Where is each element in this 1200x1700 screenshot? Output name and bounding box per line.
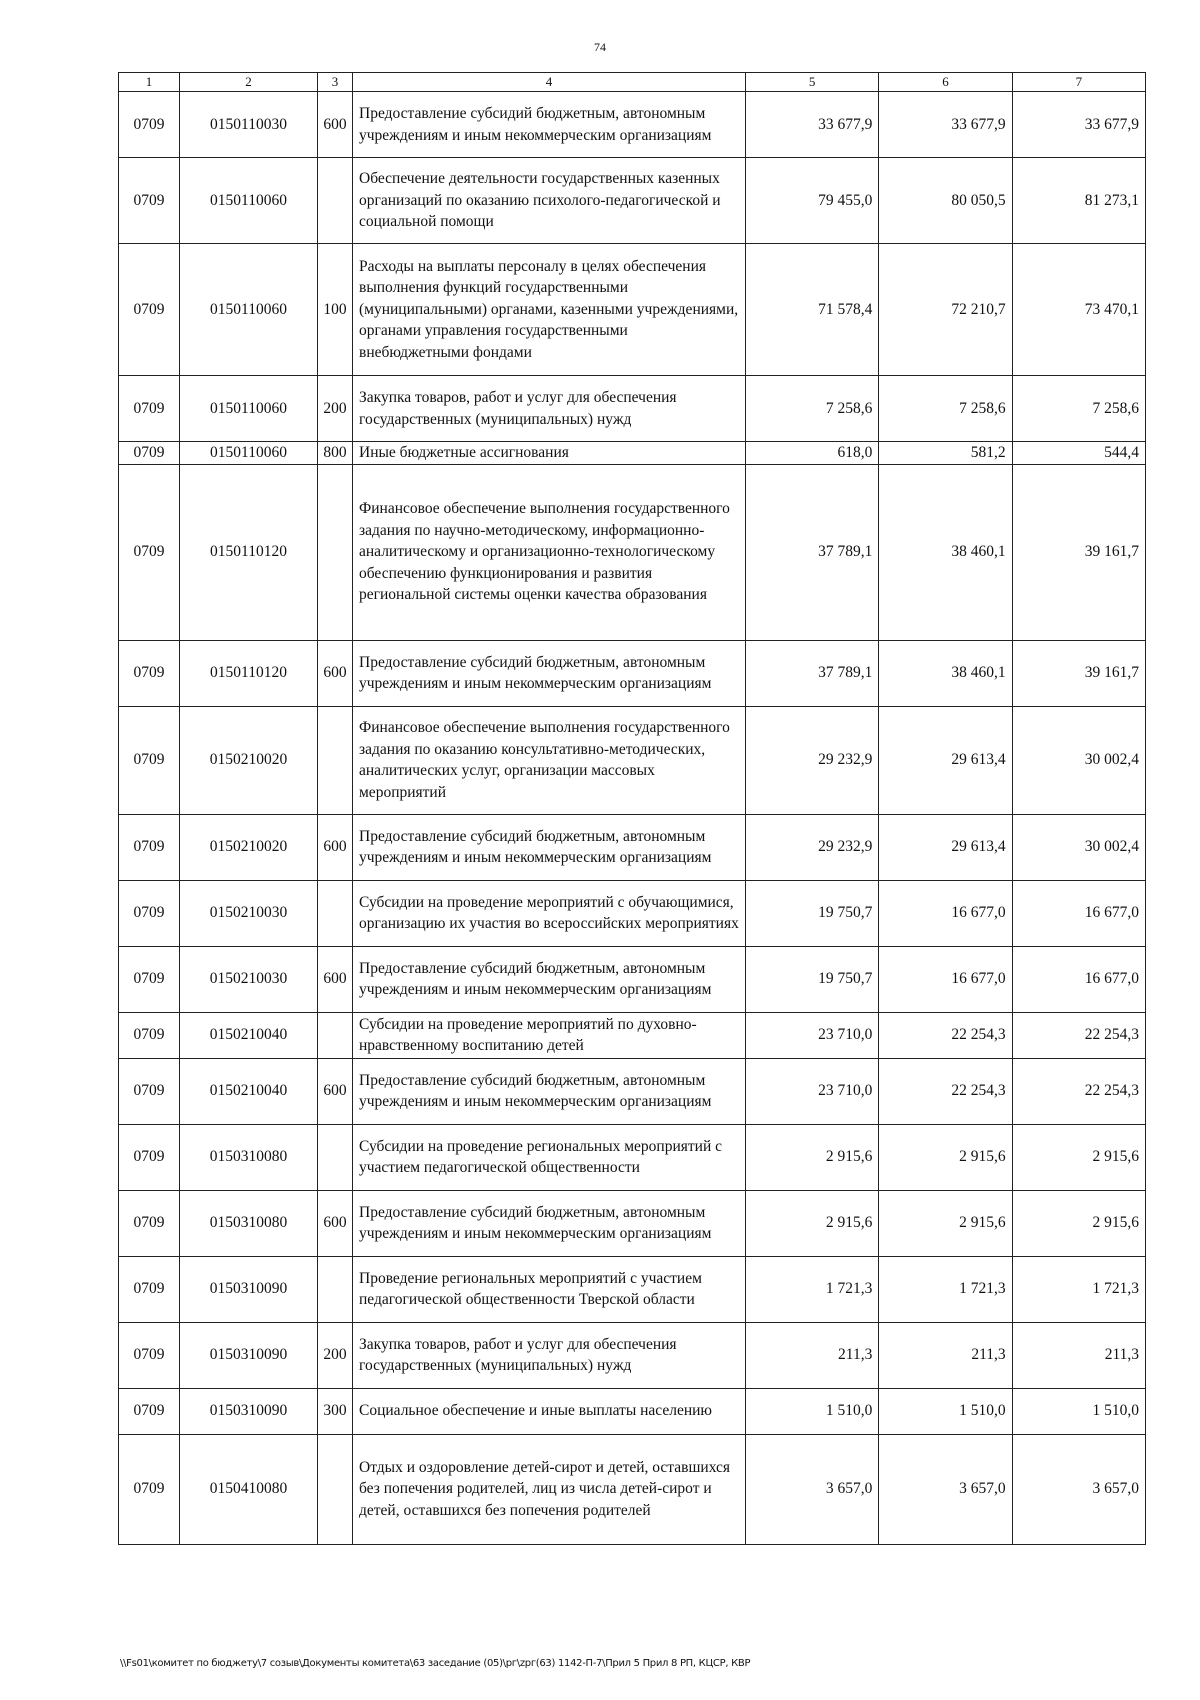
amount-col5-cell: 2 915,6 <box>746 1190 879 1256</box>
expense-type-cell: 600 <box>318 814 353 880</box>
description-cell: Субсидии на проведение мероприятий с обучающимися, организацию их участия во всероссийских мероприятиях <box>353 880 746 946</box>
section-code-cell: 0709 <box>119 1124 180 1190</box>
description-cell: Субсидии на проведение мероприятий по духовно-нравственному воспитанию детей <box>353 1012 746 1058</box>
target-article-cell: 0150210030 <box>180 880 318 946</box>
amount-col6-cell: 72 210,7 <box>879 244 1012 376</box>
table-row <box>119 244 1146 376</box>
section-code-cell: 0709 <box>119 1190 180 1256</box>
amount-col7-cell: 1 510,0 <box>1012 1388 1145 1434</box>
amount-col6-cell: 22 254,3 <box>879 1012 1012 1058</box>
amount-col5-cell: 1 510,0 <box>746 1388 879 1434</box>
amount-col5-cell: 79 455,0 <box>746 158 879 244</box>
target-article-cell: 0150110030 <box>180 92 318 158</box>
table-row <box>119 1012 1146 1058</box>
amount-col7-cell: 2 915,6 <box>1012 1190 1145 1256</box>
section-code-cell: 0709 <box>119 1322 180 1388</box>
target-article-cell: 0150310090 <box>180 1388 318 1434</box>
amount-col6-cell: 581,2 <box>879 442 1012 465</box>
amount-col7-cell: 211,3 <box>1012 1322 1145 1388</box>
page-number: 74 <box>594 40 606 54</box>
header-col-3: 3 <box>318 73 353 92</box>
amount-col5-cell: 37 789,1 <box>746 464 879 640</box>
table-row <box>119 1322 1146 1388</box>
amount-col5-cell: 3 657,0 <box>746 1434 879 1544</box>
section-code-cell: 0709 <box>119 814 180 880</box>
description-cell: Социальное обеспечение и иные выплаты населению <box>353 1388 746 1434</box>
description-cell: Субсидии на проведение региональных мероприятий с участием педагогической общественности <box>353 1124 746 1190</box>
table-row <box>119 1190 1146 1256</box>
description-cell: Иные бюджетные ассигнования <box>353 442 746 465</box>
expense-type-cell <box>318 1012 353 1058</box>
description-cell: Закупка товаров, работ и услуг для обеспечения государственных (муниципальных) нужд <box>353 1322 746 1388</box>
expense-type-cell: 600 <box>318 946 353 1012</box>
table-row <box>119 814 1146 880</box>
description-cell: Отдых и оздоровление детей-сирот и детей, оставшихся без попечения родителей, лиц из числа детей-сирот и детей, оставшихся без попечения родителей <box>353 1434 746 1544</box>
section-code-cell: 0709 <box>119 706 180 814</box>
amount-col5-cell: 2 915,6 <box>746 1124 879 1190</box>
target-article-cell: 0150110060 <box>180 376 318 442</box>
amount-col5-cell: 23 710,0 <box>746 1012 879 1058</box>
section-code-cell: 0709 <box>119 464 180 640</box>
amount-col6-cell: 7 258,6 <box>879 376 1012 442</box>
amount-col6-cell: 2 915,6 <box>879 1190 1012 1256</box>
table-row <box>119 442 1146 465</box>
table-row <box>119 1058 1146 1124</box>
target-article-cell: 0150210020 <box>180 814 318 880</box>
amount-col7-cell: 22 254,3 <box>1012 1058 1145 1124</box>
budget-table <box>118 72 1146 1545</box>
table-row <box>119 158 1146 244</box>
amount-col5-cell: 211,3 <box>746 1322 879 1388</box>
section-code-cell: 0709 <box>119 946 180 1012</box>
target-article-cell: 0150110060 <box>180 442 318 465</box>
amount-col5-cell: 23 710,0 <box>746 1058 879 1124</box>
target-article-cell: 0150110120 <box>180 640 318 706</box>
amount-col6-cell: 16 677,0 <box>879 880 1012 946</box>
description-cell: Предоставление субсидий бюджетным, автономным учреждениям и иным некоммерческим организациям <box>353 1190 746 1256</box>
section-code-cell: 0709 <box>119 1434 180 1544</box>
target-article-cell: 0150210040 <box>180 1012 318 1058</box>
table-row <box>119 1256 1146 1322</box>
amount-col6-cell: 38 460,1 <box>879 464 1012 640</box>
table-row <box>119 946 1146 1012</box>
target-article-cell: 0150310080 <box>180 1190 318 1256</box>
amount-col7-cell: 73 470,1 <box>1012 244 1145 376</box>
amount-col6-cell: 16 677,0 <box>879 946 1012 1012</box>
amount-col5-cell: 33 677,9 <box>746 92 879 158</box>
section-code-cell: 0709 <box>119 1058 180 1124</box>
amount-col6-cell: 2 915,6 <box>879 1124 1012 1190</box>
section-code-cell: 0709 <box>119 1012 180 1058</box>
footer-file-path: \\Fs01\комитет по бюджету\7 созыв\Документы комитета\63 заседание (05)\рг\zрг(63) 1142-П-7\Прил 5 Прил 8 РП, КЦСР, КВР <box>120 1658 751 1669</box>
amount-col6-cell: 211,3 <box>879 1322 1012 1388</box>
table-row <box>119 880 1146 946</box>
description-cell: Предоставление субсидий бюджетным, автономным учреждениям и иным некоммерческим организациям <box>353 640 746 706</box>
amount-col7-cell: 16 677,0 <box>1012 946 1145 1012</box>
expense-type-cell <box>318 1434 353 1544</box>
amount-col7-cell: 33 677,9 <box>1012 92 1145 158</box>
description-cell: Закупка товаров, работ и услуг для обеспечения государственных (муниципальных) нужд <box>353 376 746 442</box>
section-code-cell: 0709 <box>119 244 180 376</box>
amount-col7-cell: 22 254,3 <box>1012 1012 1145 1058</box>
section-code-cell: 0709 <box>119 92 180 158</box>
amount-col5-cell: 19 750,7 <box>746 880 879 946</box>
section-code-cell: 0709 <box>119 880 180 946</box>
amount-col7-cell: 30 002,4 <box>1012 814 1145 880</box>
description-cell: Предоставление субсидий бюджетным, автономным учреждениям и иным некоммерческим организациям <box>353 814 746 880</box>
amount-col6-cell: 29 613,4 <box>879 814 1012 880</box>
header-col-4: 4 <box>353 73 746 92</box>
table-row <box>119 1124 1146 1190</box>
amount-col6-cell: 38 460,1 <box>879 640 1012 706</box>
description-cell: Предоставление субсидий бюджетным, автономным учреждениям и иным некоммерческим организациям <box>353 1058 746 1124</box>
description-cell: Обеспечение деятельности государственных казенных организаций по оказанию психолого-педагогической и социальной помощи <box>353 158 746 244</box>
expense-type-cell: 600 <box>318 92 353 158</box>
target-article-cell: 0150310080 <box>180 1124 318 1190</box>
amount-col7-cell: 39 161,7 <box>1012 464 1145 640</box>
table-row <box>119 1434 1146 1544</box>
amount-col6-cell: 33 677,9 <box>879 92 1012 158</box>
amount-col7-cell: 81 273,1 <box>1012 158 1145 244</box>
expense-type-cell <box>318 706 353 814</box>
amount-col7-cell: 2 915,6 <box>1012 1124 1145 1190</box>
description-cell: Финансовое обеспечение выполнения государственного задания по научно-методическому, информационно-аналитическому и организационно-технологическому обеспечению функционирования и развития региональной системы оценки качества образования <box>353 464 746 640</box>
amount-col6-cell: 22 254,3 <box>879 1058 1012 1124</box>
expense-type-cell <box>318 1124 353 1190</box>
table-row <box>119 706 1146 814</box>
amount-col6-cell: 1 721,3 <box>879 1256 1012 1322</box>
amount-col7-cell: 7 258,6 <box>1012 376 1145 442</box>
expense-type-cell: 200 <box>318 1322 353 1388</box>
header-col-5: 5 <box>746 73 879 92</box>
expense-type-cell <box>318 1256 353 1322</box>
section-code-cell: 0709 <box>119 442 180 465</box>
expense-type-cell: 200 <box>318 376 353 442</box>
table-header-row <box>119 73 1146 92</box>
amount-col7-cell: 30 002,4 <box>1012 706 1145 814</box>
amount-col5-cell: 71 578,4 <box>746 244 879 376</box>
amount-col5-cell: 37 789,1 <box>746 640 879 706</box>
header-col-7: 7 <box>1012 73 1145 92</box>
target-article-cell: 0150110060 <box>180 244 318 376</box>
amount-col5-cell: 1 721,3 <box>746 1256 879 1322</box>
description-cell: Предоставление субсидий бюджетным, автономным учреждениям и иным некоммерческим организациям <box>353 946 746 1012</box>
amount-col5-cell: 7 258,6 <box>746 376 879 442</box>
amount-col7-cell: 3 657,0 <box>1012 1434 1145 1544</box>
expense-type-cell <box>318 158 353 244</box>
header-col-6: 6 <box>879 73 1012 92</box>
section-code-cell: 0709 <box>119 1256 180 1322</box>
amount-col7-cell: 39 161,7 <box>1012 640 1145 706</box>
expense-type-cell: 800 <box>318 442 353 465</box>
target-article-cell: 0150210030 <box>180 946 318 1012</box>
amount-col6-cell: 3 657,0 <box>879 1434 1012 1544</box>
target-article-cell: 0150210040 <box>180 1058 318 1124</box>
table-row <box>119 1388 1146 1434</box>
section-code-cell: 0709 <box>119 640 180 706</box>
target-article-cell: 0150110060 <box>180 158 318 244</box>
amount-col7-cell: 544,4 <box>1012 442 1145 465</box>
amount-col5-cell: 29 232,9 <box>746 706 879 814</box>
target-article-cell: 0150410080 <box>180 1434 318 1544</box>
description-cell: Проведение региональных мероприятий с участием педагогической общественности Тверской области <box>353 1256 746 1322</box>
amount-col6-cell: 29 613,4 <box>879 706 1012 814</box>
table-row <box>119 376 1146 442</box>
expense-type-cell: 300 <box>318 1388 353 1434</box>
expense-type-cell <box>318 464 353 640</box>
expense-type-cell: 100 <box>318 244 353 376</box>
amount-col5-cell: 618,0 <box>746 442 879 465</box>
amount-col5-cell: 19 750,7 <box>746 946 879 1012</box>
amount-col5-cell: 29 232,9 <box>746 814 879 880</box>
section-code-cell: 0709 <box>119 376 180 442</box>
expense-type-cell: 600 <box>318 1190 353 1256</box>
amount-col7-cell: 16 677,0 <box>1012 880 1145 946</box>
description-cell: Предоставление субсидий бюджетным, автономным учреждениям и иным некоммерческим организациям <box>353 92 746 158</box>
expense-type-cell: 600 <box>318 640 353 706</box>
table-row <box>119 640 1146 706</box>
amount-col6-cell: 80 050,5 <box>879 158 1012 244</box>
description-cell: Финансовое обеспечение выполнения государственного задания по оказанию консультативно-методических, аналитических услуг, организации массовых мероприятий <box>353 706 746 814</box>
target-article-cell: 0150110120 <box>180 464 318 640</box>
header-col-2: 2 <box>180 73 318 92</box>
target-article-cell: 0150310090 <box>180 1256 318 1322</box>
amount-col6-cell: 1 510,0 <box>879 1388 1012 1434</box>
table-row <box>119 92 1146 158</box>
amount-col7-cell: 1 721,3 <box>1012 1256 1145 1322</box>
table-row <box>119 464 1146 640</box>
target-article-cell: 0150310090 <box>180 1322 318 1388</box>
expense-type-cell <box>318 880 353 946</box>
section-code-cell: 0709 <box>119 1388 180 1434</box>
description-cell: Расходы на выплаты персоналу в целях обеспечения выполнения функций государственными (муниципальными) органами, казенными учреждениями, органами управления государственными внебюджетными фондами <box>353 244 746 376</box>
section-code-cell: 0709 <box>119 158 180 244</box>
header-col-1: 1 <box>119 73 180 92</box>
target-article-cell: 0150210020 <box>180 706 318 814</box>
expense-type-cell: 600 <box>318 1058 353 1124</box>
